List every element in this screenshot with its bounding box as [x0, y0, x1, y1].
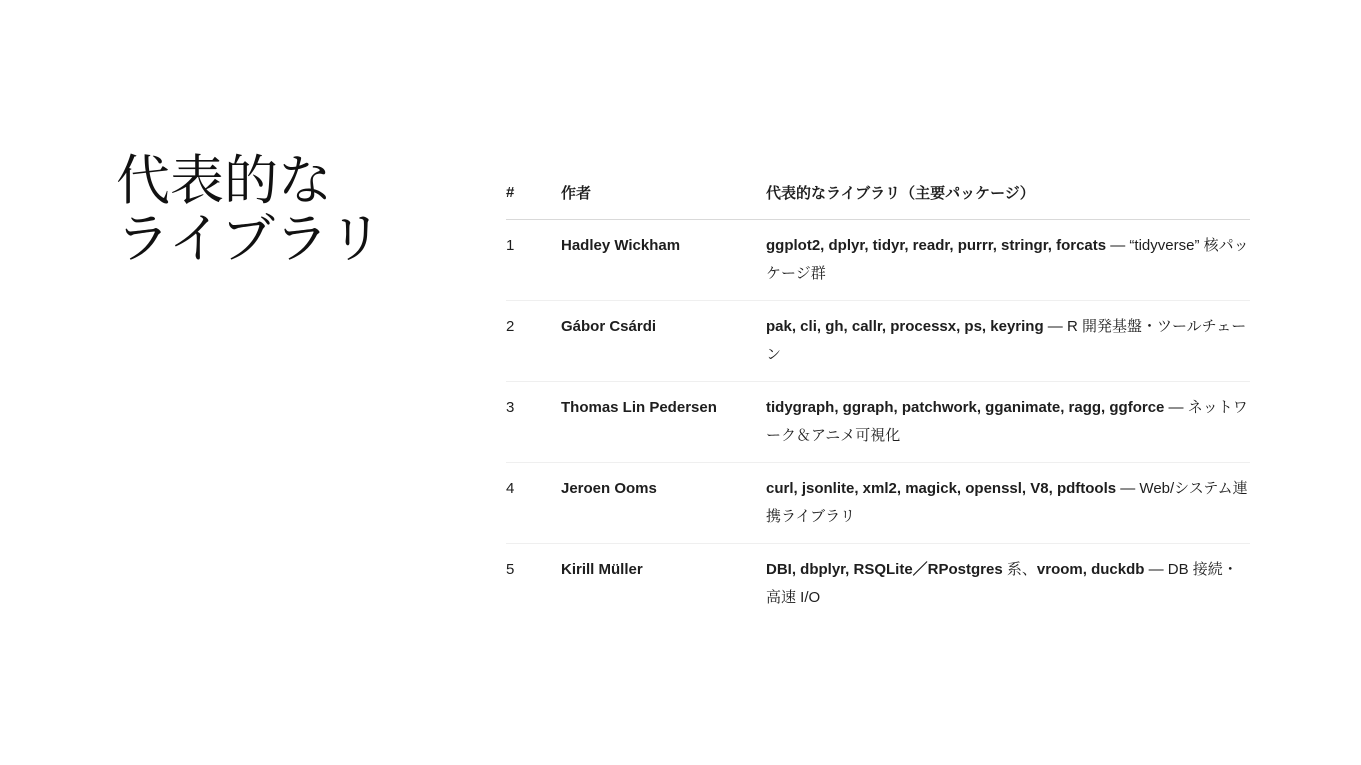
- table-row: [506, 463, 1250, 544]
- table-row: [506, 301, 1250, 382]
- row-author: Jeroen Ooms: [561, 463, 766, 544]
- row-libraries: [766, 382, 1250, 463]
- row-author: Kirill Müller: [561, 561, 643, 578]
- row-packages: ggplot2, dplyr, tidyr, readr, purrr, stringr, forcats: [766, 237, 1107, 254]
- row-num: 1: [506, 220, 561, 301]
- row-author: Hadley Wickham: [561, 220, 766, 301]
- row-packages-extra: vroom, duckdb: [1036, 561, 1145, 578]
- table-header-row: [506, 168, 1250, 220]
- row-author: Thomas Lin Pedersen: [561, 382, 766, 463]
- row-description: — ネットワーク＆アニメ可視化: [766, 399, 1248, 444]
- row-description: — Web/システム連携ライブラリ: [766, 480, 1248, 525]
- table-row: [506, 220, 1250, 301]
- row-packages: DBI, dbplyr, RSQLite／RPostgres: [766, 561, 1003, 578]
- slide-title: [116, 149, 383, 270]
- row-libraries: [766, 544, 1250, 625]
- row-description: — “tidyverse” 核パッケージ群: [766, 237, 1249, 282]
- row-num: 5: [506, 561, 515, 578]
- slide-title-line-2: ライブラリ: [116, 207, 383, 270]
- row-packages: pak, cli, gh, callr, processx, ps, keyring: [766, 318, 1044, 335]
- row-description: — R 開発基盤・ツールチェーン: [766, 318, 1247, 363]
- row-packages: tidygraph, ggraph, patchwork, gganimate, ragg, ggforce: [766, 399, 1165, 416]
- row-num: 3: [506, 382, 561, 463]
- slide-title-line-1: 代表的な: [116, 149, 332, 212]
- table-row: [506, 382, 1250, 463]
- row-packages: curl, jsonlite, xml2, magick, openssl, V8, pdftools: [766, 480, 1117, 497]
- header-num: #: [506, 168, 561, 220]
- table-row: [506, 544, 1250, 625]
- row-author: Gábor Csárdi: [561, 301, 766, 382]
- row-libraries: [766, 463, 1250, 544]
- header-author: 作者: [561, 168, 766, 220]
- row-num: 2: [506, 301, 561, 382]
- row-libraries: [766, 301, 1250, 382]
- row-libraries: [766, 220, 1250, 301]
- row-num: 4: [506, 463, 561, 544]
- library-table: [506, 168, 1250, 624]
- row-packages-suffix: 系、: [1002, 561, 1037, 578]
- header-libraries: 代表的なライブラリ（主要パッケージ）: [766, 168, 1250, 220]
- row-description: — DB 接続・高速 I/O: [766, 561, 1238, 606]
